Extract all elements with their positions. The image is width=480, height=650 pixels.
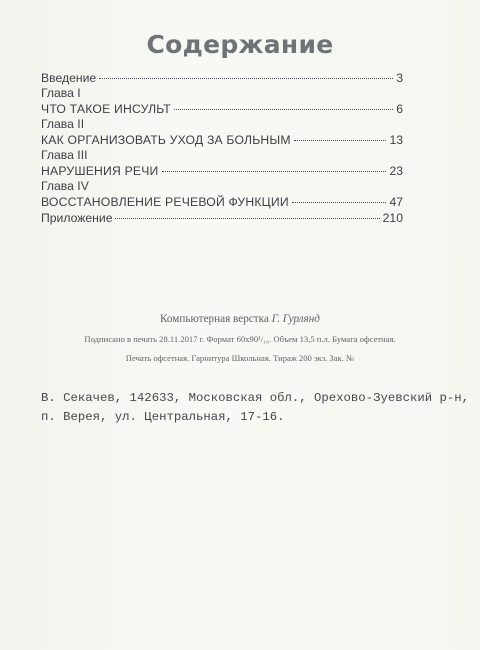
layout-credit-label: Компьютерная верстка xyxy=(160,313,269,325)
chapter-label: Глава II xyxy=(41,117,85,131)
toc-entry-title: Введение xyxy=(41,71,97,85)
chapter-label: Глава I xyxy=(41,86,81,100)
toc-line xyxy=(41,163,403,179)
print-run-line: Печать офсетная. Гарнитура Школьная. Тираж 200 экз. Зак. № xyxy=(125,353,355,363)
layout-credit-name: Г. Гурлянд xyxy=(271,313,320,325)
layout-credit xyxy=(0,313,480,325)
toc-entry-title: ЧТО ТАКОЕ ИНСУЛЬТ xyxy=(41,102,171,116)
toc-entry-chapter-3[interactable] xyxy=(41,148,403,179)
toc-entry-page: 47 xyxy=(389,195,403,209)
toc-entry-page: 3 xyxy=(396,71,403,85)
table-of-contents xyxy=(41,70,403,226)
toc-entry-page: 6 xyxy=(396,102,403,116)
toc-entry-chapter-4[interactable] xyxy=(41,179,403,210)
toc-entry-page: 13 xyxy=(389,133,403,147)
toc-entry-introduction[interactable] xyxy=(41,70,403,86)
publisher-address-line-1: В. Секачев, 142633, Московская обл., Орехово-Зуевский р-н, xyxy=(41,391,470,405)
toc-entry-title: КАК ОРГАНИЗОВАТЬ УХОД ЗА БОЛЬНЫМ xyxy=(41,133,291,147)
toc-entry-chapter-2[interactable] xyxy=(41,117,403,148)
chapter-label: Глава IV xyxy=(41,179,89,193)
toc-title: Содержание xyxy=(146,30,334,59)
dot-leader xyxy=(162,171,387,172)
toc-entry-chapter-1[interactable] xyxy=(41,86,403,117)
dot-leader xyxy=(294,140,387,141)
toc-entry-page: 210 xyxy=(382,211,403,225)
print-specs-line: Подписано в печать 28.11.2017 г. Формат 60x90¹/₁₆. Объем 13,5 п.л. Бумага офсетная. xyxy=(84,334,396,344)
toc-line xyxy=(41,132,403,148)
toc-entry-title: Приложение xyxy=(41,211,113,225)
toc-line xyxy=(41,70,403,86)
toc-line xyxy=(41,194,403,210)
toc-entry-appendix[interactable] xyxy=(41,210,403,226)
toc-line xyxy=(41,101,403,117)
chapter-label: Глава III xyxy=(41,148,88,162)
dot-leader xyxy=(99,78,393,79)
dot-leader xyxy=(115,218,379,219)
publisher-address-line-2: п. Верея, ул. Центральная, 17-16. xyxy=(41,410,285,424)
dot-leader xyxy=(174,109,393,110)
toc-line xyxy=(41,210,403,226)
toc-entry-title: ВОССТАНОВЛЕНИЕ РЕЧЕВОЙ ФУНКЦИИ xyxy=(41,195,289,209)
toc-entry-title: НАРУШЕНИЯ РЕЧИ xyxy=(41,164,159,178)
dot-leader xyxy=(292,202,387,203)
toc-entry-page: 23 xyxy=(389,164,403,178)
